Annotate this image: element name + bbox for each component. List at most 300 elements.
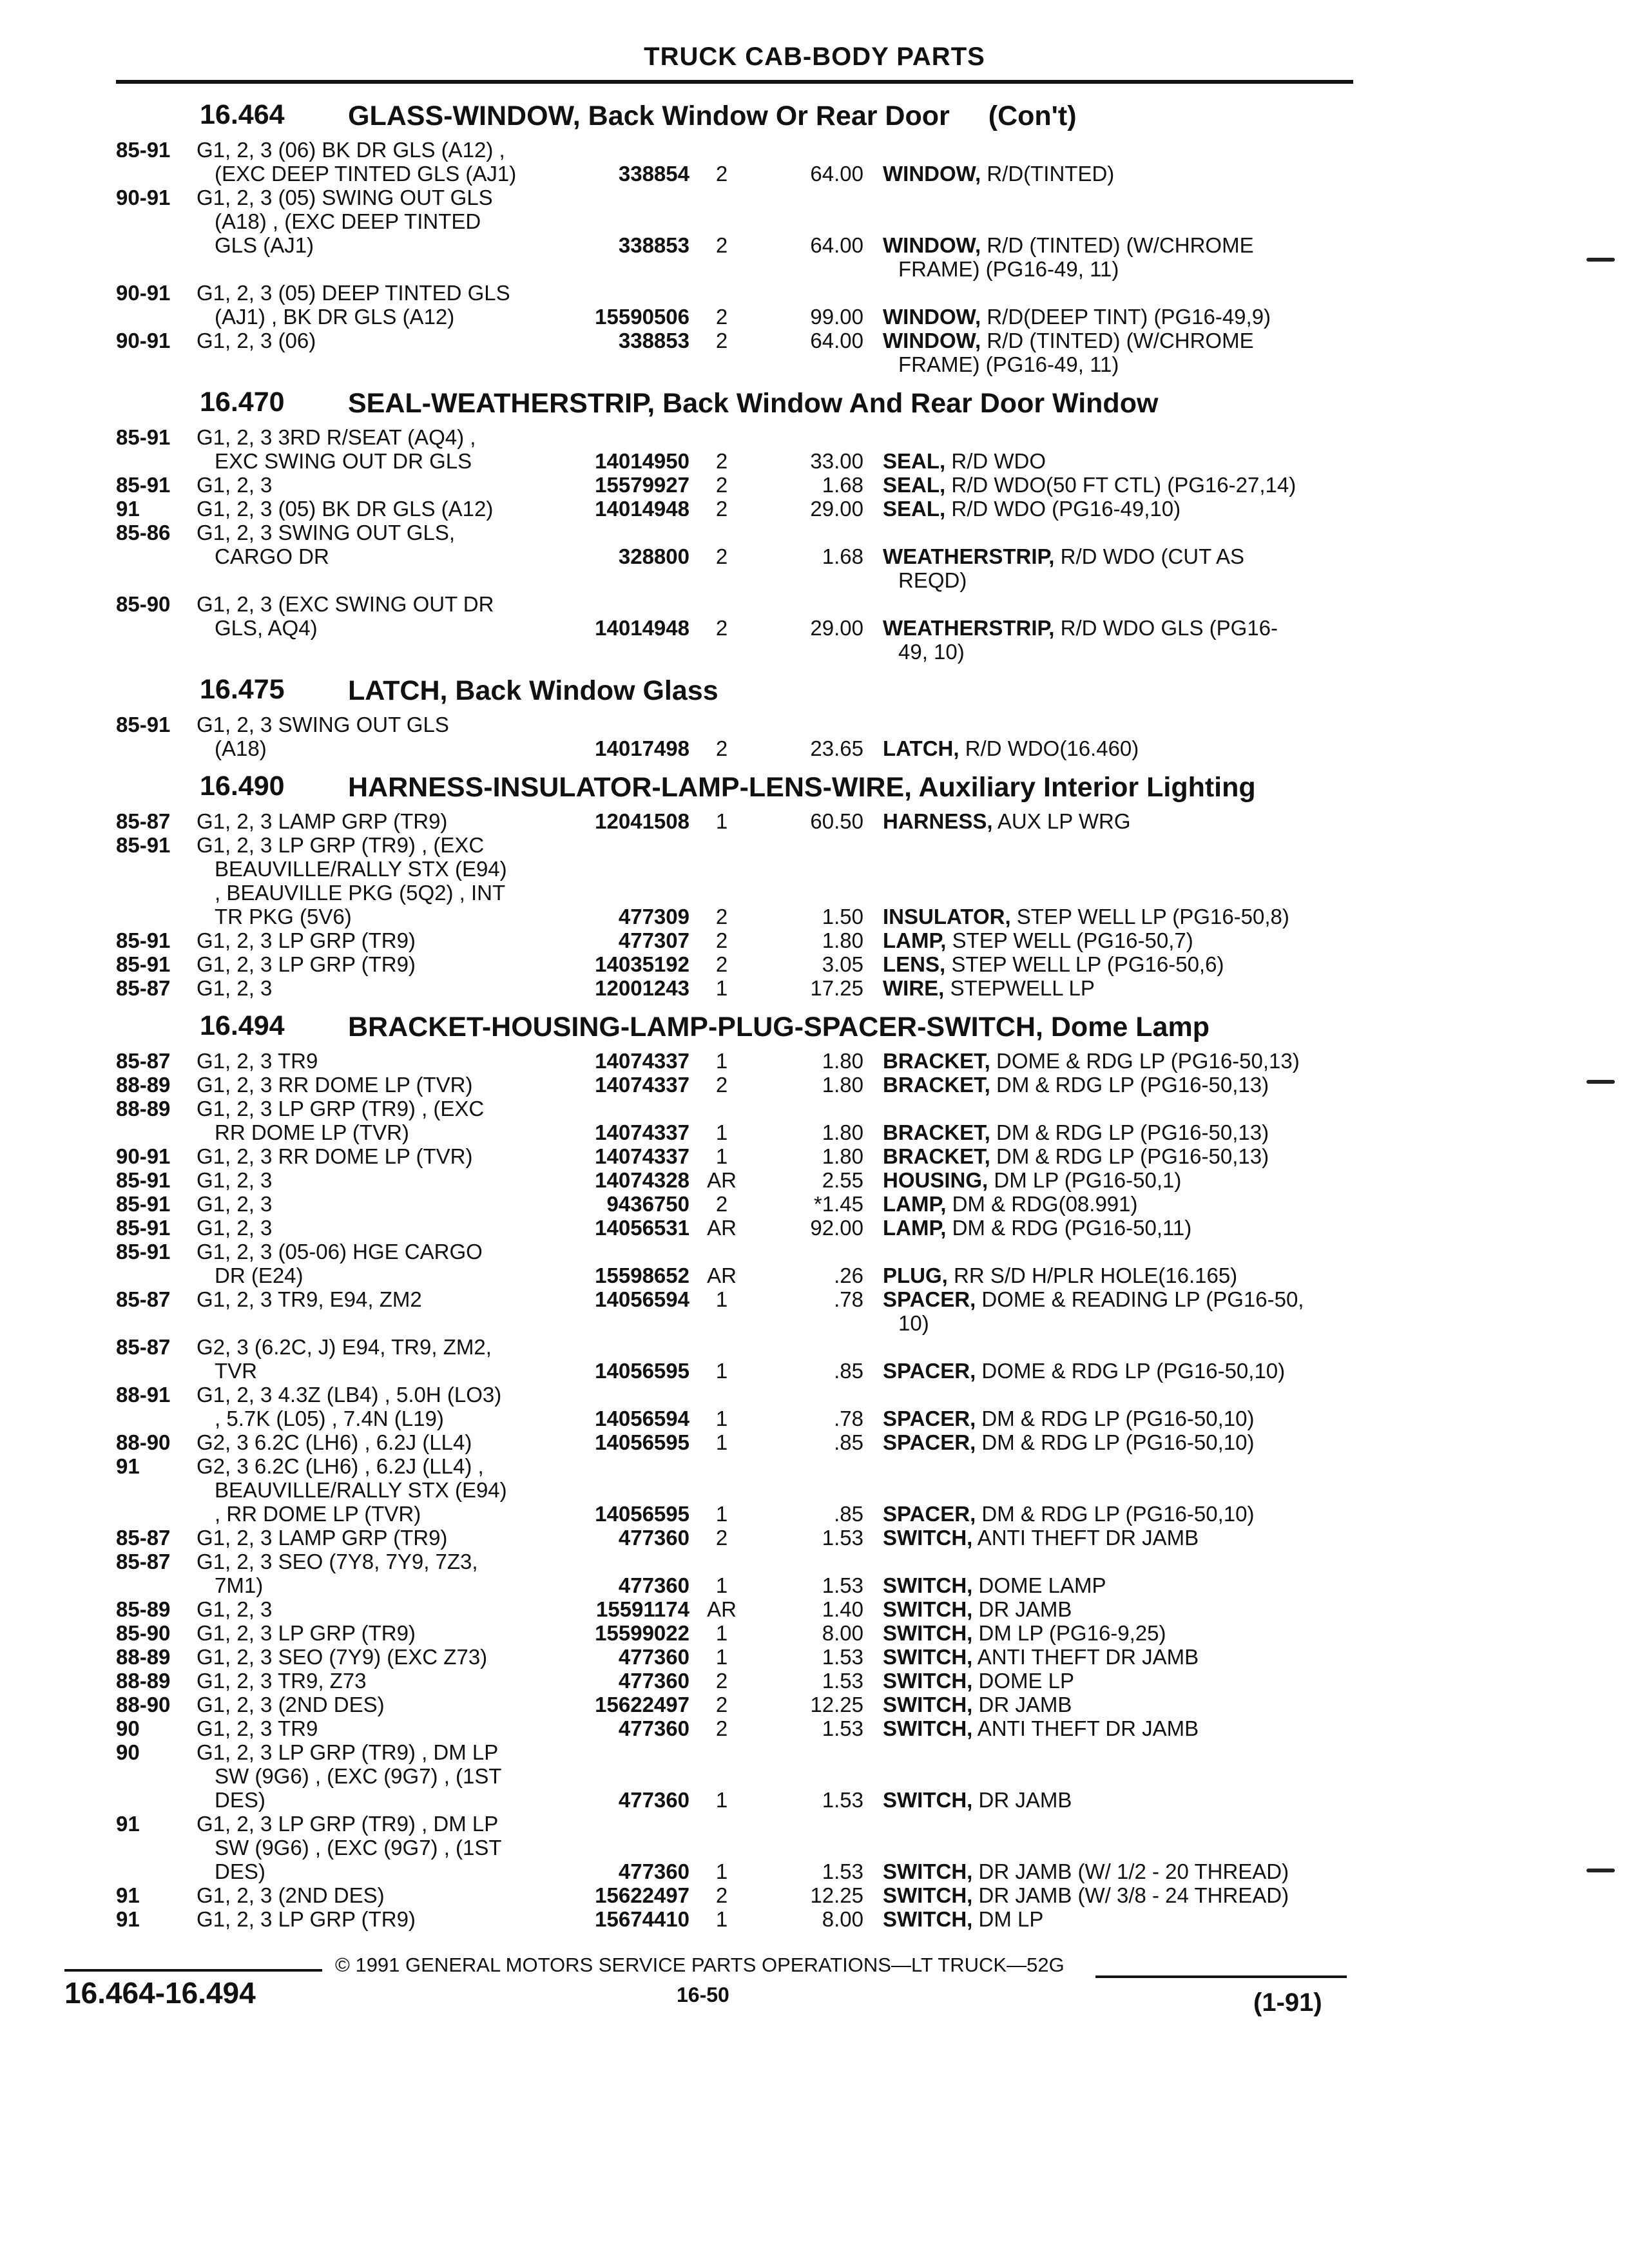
- model-years: 90: [116, 1716, 140, 1740]
- application-line: G1, 2, 3 TR9: [197, 1716, 318, 1740]
- application-line: , BEAUVILLE PKG (5Q2) , INT: [215, 881, 506, 905]
- part-entry: [110, 1335, 1366, 1383]
- footer-section-range: 16.464-16.494: [64, 1976, 256, 2010]
- part-description: DOME & READING LP (PG16-50,: [981, 1287, 1304, 1311]
- section-title-text: SEAL-WEATHERSTRIP, Back Window And Rear Door Window: [348, 388, 1159, 419]
- price: 1.80: [822, 1120, 863, 1144]
- application-line: GLS (AJ1): [215, 233, 314, 257]
- application-line: G1, 2, 3 RR DOME LP (TVR): [197, 1073, 473, 1097]
- quantity: 1: [715, 1407, 728, 1430]
- part-noun: SWITCH,: [883, 1526, 973, 1550]
- part-number: 477309: [618, 905, 689, 928]
- part-name: [883, 809, 1411, 833]
- part-name: [883, 1788, 1411, 1812]
- price: 1.68: [822, 473, 863, 497]
- quantity: 1: [715, 1144, 728, 1168]
- part-number: 14056595: [595, 1502, 689, 1526]
- part-name: [883, 1693, 1411, 1716]
- model-years: 91: [116, 497, 140, 521]
- section-number: 16.464: [200, 99, 285, 130]
- model-years: 85-87: [116, 1287, 171, 1311]
- part-description: DM LP (PG16-50,1): [994, 1168, 1182, 1192]
- application-line: (AJ1) , BK DR GLS (A12): [215, 305, 455, 329]
- part-noun: LATCH,: [883, 736, 959, 760]
- price: 1.80: [822, 928, 863, 952]
- model-years: 88-91: [116, 1383, 171, 1407]
- part-description: DOME & RDG LP (PG16-50,13): [996, 1049, 1300, 1073]
- part-name: [883, 544, 1411, 592]
- application-line: SW (9G6) , (EXC (9G7) , (1ST: [215, 1764, 502, 1788]
- application-line: (A18) , (EXC DEEP TINTED: [215, 209, 481, 233]
- part-number: 15591174: [595, 1597, 689, 1621]
- price: 1.53: [822, 1573, 863, 1597]
- part-entry: [110, 473, 1366, 497]
- part-name: [883, 305, 1411, 329]
- part-name: [883, 449, 1411, 473]
- part-name: [883, 1049, 1411, 1073]
- application-line: , 5.7K (L05) , 7.4N (L19): [215, 1407, 444, 1430]
- application-line: BEAUVILLE/RALLY STX (E94): [215, 1478, 507, 1502]
- part-number: 14056594: [595, 1407, 689, 1430]
- part-entry: [110, 1216, 1366, 1240]
- part-description: DM & RDG LP (PG16-50,13): [996, 1144, 1269, 1168]
- part-noun: INSULATOR,: [883, 905, 1011, 928]
- part-name: [883, 162, 1411, 186]
- quantity: 2: [715, 905, 728, 928]
- part-noun: BRACKET,: [883, 1120, 990, 1144]
- application-line: G1, 2, 3: [197, 1216, 273, 1240]
- part-description: R/D WDO (CUT AS: [1060, 544, 1245, 568]
- part-number: 14056595: [595, 1359, 689, 1383]
- part-name: [883, 1716, 1411, 1740]
- part-number: 338854: [618, 162, 689, 186]
- part-number: 477360: [618, 1573, 689, 1597]
- application-line: G1, 2, 3 (2ND DES): [197, 1883, 385, 1907]
- part-noun: BRACKET,: [883, 1144, 990, 1168]
- part-entry: [110, 1073, 1366, 1097]
- part-entry: [110, 1645, 1366, 1669]
- price: .85: [834, 1502, 863, 1526]
- part-name: [883, 1883, 1411, 1907]
- price: 60.50: [810, 809, 863, 833]
- price: 1.80: [822, 1144, 863, 1168]
- price: 12.25: [810, 1693, 863, 1716]
- part-noun: SPACER,: [883, 1287, 976, 1311]
- quantity: 2: [715, 1693, 728, 1716]
- part-entry: [110, 1144, 1366, 1168]
- section-number: 16.490: [200, 771, 285, 802]
- part-entry: [110, 976, 1366, 1000]
- part-description: RR S/D H/PLR HOLE(16.165): [954, 1264, 1238, 1287]
- footer-copyright: © 1991 GENERAL MOTORS SERVICE PARTS OPERATIONS—LT TRUCK—52G: [335, 1954, 1065, 1976]
- part-description: STEP WELL LP (PG16-50,8): [1016, 905, 1289, 928]
- part-noun: SWITCH,: [883, 1860, 973, 1883]
- section-title: [348, 388, 1158, 419]
- price: 1.40: [822, 1597, 863, 1621]
- part-number: 14074337: [595, 1049, 689, 1073]
- application-line: G2, 3 6.2C (LH6) , 6.2J (LL4): [197, 1430, 472, 1454]
- application-line: (EXC DEEP TINTED GLS (AJ1): [215, 162, 517, 186]
- application-line: G1, 2, 3 TR9: [197, 1049, 318, 1073]
- model-years: 85-91: [116, 833, 171, 857]
- application-line: G1, 2, 3 LP GRP (TR9): [197, 1621, 416, 1645]
- quantity: 2: [715, 329, 728, 352]
- model-years: 91: [116, 1812, 140, 1836]
- part-description: 10): [898, 1311, 929, 1335]
- model-years: 85-91: [116, 1192, 171, 1216]
- part-number: 15622497: [595, 1693, 689, 1716]
- quantity: 2: [715, 449, 728, 473]
- part-noun: WEATHERSTRIP,: [883, 544, 1055, 568]
- application-line: RR DOME LP (TVR): [215, 1120, 409, 1144]
- part-name: [883, 1144, 1411, 1168]
- part-noun: LENS,: [883, 952, 946, 976]
- part-entry: [110, 521, 1366, 592]
- application-line: G1, 2, 3 (2ND DES): [197, 1693, 385, 1716]
- model-years: 85-91: [116, 952, 171, 976]
- part-number: 14035192: [595, 952, 689, 976]
- part-description: FRAME) (PG16-49, 11): [898, 257, 1119, 281]
- part-name: [883, 1216, 1411, 1240]
- price: 92.00: [810, 1216, 863, 1240]
- part-description: STEPWELL LP: [950, 976, 1095, 1000]
- part-entry: [110, 329, 1366, 376]
- part-description: STEP WELL LP (PG16-50,6): [951, 952, 1224, 976]
- part-number: 14017498: [595, 736, 689, 760]
- part-name: [883, 1073, 1411, 1097]
- price: 29.00: [810, 616, 863, 640]
- part-entry: [110, 928, 1366, 952]
- quantity: 2: [715, 928, 728, 952]
- price: .26: [834, 1264, 863, 1287]
- section-title-text: BRACKET-HOUSING-LAMP-PLUG-SPACER-SWITCH, Dome Lamp: [348, 1012, 1210, 1043]
- quantity: 2: [715, 1073, 728, 1097]
- section-title-text: LATCH, Back Window Glass: [348, 675, 718, 706]
- part-description: DM & RDG LP (PG16-50,13): [996, 1073, 1269, 1097]
- part-description: FRAME) (PG16-49, 11): [898, 352, 1119, 376]
- model-years: 85-91: [116, 1216, 171, 1240]
- footer-rule: [1095, 1975, 1347, 1978]
- part-number: 15622497: [595, 1883, 689, 1907]
- part-name: [883, 1192, 1411, 1216]
- model-years: 85-89: [116, 1597, 171, 1621]
- part-noun: SWITCH,: [883, 1597, 973, 1621]
- model-years: 85-90: [116, 592, 171, 616]
- application-line: G1, 2, 3: [197, 976, 273, 1000]
- price: 1.53: [822, 1526, 863, 1550]
- section-number: 16.494: [200, 1010, 285, 1041]
- section-title-text: GLASS-WINDOW, Back Window Or Rear Door: [348, 101, 950, 131]
- quantity: 2: [715, 616, 728, 640]
- part-number: 328800: [618, 544, 689, 568]
- part-description: DM & RDG LP (PG16-50,10): [981, 1407, 1255, 1430]
- model-years: 85-91: [116, 138, 171, 162]
- application-line: SW (9G6) , (EXC (9G7) , (1ST: [215, 1836, 502, 1860]
- quantity: 1: [715, 1120, 728, 1144]
- part-name: [883, 1120, 1411, 1144]
- section-number: 16.470: [200, 387, 285, 418]
- part-noun: PLUG,: [883, 1264, 948, 1287]
- quantity: 1: [715, 1502, 728, 1526]
- model-years: 85-91: [116, 928, 171, 952]
- part-noun: SPACER,: [883, 1502, 976, 1526]
- model-years: 85-91: [116, 1168, 171, 1192]
- part-entry: [110, 1526, 1366, 1550]
- quantity: 2: [715, 544, 728, 568]
- part-number: 14014948: [595, 616, 689, 640]
- part-number: 14056595: [595, 1430, 689, 1454]
- application-line: G2, 3 (6.2C, J) E94, TR9, ZM2,: [197, 1335, 492, 1359]
- part-entry: [110, 1597, 1366, 1621]
- application-line: G1, 2, 3 LP GRP (TR9) , (EXC: [197, 1097, 485, 1120]
- quantity: 1: [715, 1788, 728, 1812]
- price: *1.45: [813, 1192, 863, 1216]
- price: 33.00: [810, 449, 863, 473]
- application-line: G1, 2, 3 TR9, Z73: [197, 1669, 367, 1693]
- part-name: [883, 1407, 1411, 1430]
- quantity: 2: [715, 736, 728, 760]
- part-number: 14074337: [595, 1120, 689, 1144]
- section-heading: [110, 376, 1366, 425]
- part-entry: [110, 1287, 1366, 1335]
- price: 12.25: [810, 1883, 863, 1907]
- application-line: GLS, AQ4): [215, 616, 318, 640]
- part-noun: BRACKET,: [883, 1073, 990, 1097]
- part-name: [883, 736, 1411, 760]
- part-description: 49, 10): [898, 640, 965, 664]
- section-title: [348, 1012, 1210, 1043]
- model-years: 85-87: [116, 1335, 171, 1359]
- price: 8.00: [822, 1621, 863, 1645]
- footer-date: (1-91): [1253, 1988, 1322, 2017]
- margin-mark: [1586, 1869, 1615, 1872]
- application-line: G1, 2, 3 LAMP GRP (TR9): [197, 809, 448, 833]
- part-entry: [110, 1383, 1366, 1430]
- part-entry: [110, 1883, 1366, 1907]
- part-description: DOME LP: [978, 1669, 1075, 1693]
- part-entry: [110, 1716, 1366, 1740]
- section-title: [348, 772, 1256, 803]
- price: 99.00: [810, 305, 863, 329]
- quantity: 1: [715, 809, 728, 833]
- quantity: AR: [707, 1216, 737, 1240]
- part-noun: SPACER,: [883, 1430, 976, 1454]
- part-number: 9436750: [606, 1192, 689, 1216]
- model-years: 85-86: [116, 521, 171, 544]
- price: 64.00: [810, 233, 863, 257]
- part-name: [883, 905, 1411, 928]
- part-name: [883, 616, 1411, 664]
- price: 1.53: [822, 1860, 863, 1883]
- quantity: AR: [707, 1264, 737, 1287]
- part-noun: LAMP,: [883, 928, 947, 952]
- part-name: [883, 1168, 1411, 1192]
- part-entry: [110, 138, 1366, 186]
- price: .78: [834, 1287, 863, 1311]
- part-entry: [110, 833, 1366, 928]
- application-line: G1, 2, 3 LP GRP (TR9): [197, 952, 416, 976]
- price: 23.65: [810, 736, 863, 760]
- part-entry: [110, 952, 1366, 976]
- part-name: [883, 1669, 1411, 1693]
- part-number: 477360: [618, 1526, 689, 1550]
- part-description: AUX LP WRG: [997, 809, 1131, 833]
- part-description: STEP WELL (PG16-50,7): [952, 928, 1193, 952]
- part-entry: [110, 425, 1366, 473]
- part-entry: [110, 592, 1366, 664]
- price: 3.05: [822, 952, 863, 976]
- footer-page-number: 16-50: [677, 1983, 729, 2006]
- application-line: G1, 2, 3 3RD R/SEAT (AQ4) ,: [197, 425, 476, 449]
- part-number: 14074337: [595, 1144, 689, 1168]
- application-line: G1, 2, 3 SWING OUT GLS,: [197, 521, 455, 544]
- part-description: DOME & RDG LP (PG16-50,10): [981, 1359, 1286, 1383]
- application-line: EXC SWING OUT DR GLS: [215, 449, 472, 473]
- part-description: ANTI THEFT DR JAMB: [977, 1716, 1199, 1740]
- part-name: [883, 1502, 1411, 1526]
- part-number: 477360: [618, 1860, 689, 1883]
- section-title-text: HARNESS-INSULATOR-LAMP-LENS-WIRE, Auxiliary Interior Lighting: [348, 772, 1256, 803]
- part-description: R/D WDO GLS (PG16-: [1060, 616, 1278, 640]
- price: .78: [834, 1407, 863, 1430]
- part-description: DR JAMB: [978, 1693, 1072, 1716]
- model-years: 88-89: [116, 1073, 171, 1097]
- application-line: G1, 2, 3 (06): [197, 329, 316, 352]
- part-name: [883, 1573, 1411, 1597]
- application-line: TVR: [215, 1359, 257, 1383]
- part-noun: WINDOW,: [883, 233, 981, 257]
- model-years: 85-91: [116, 713, 171, 736]
- part-noun: SWITCH,: [883, 1883, 973, 1907]
- part-description: R/D WDO: [951, 449, 1046, 473]
- part-entry: [110, 1049, 1366, 1073]
- part-entry: [110, 186, 1366, 281]
- application-line: G1, 2, 3: [197, 1192, 273, 1216]
- quantity: 1: [715, 1573, 728, 1597]
- part-number: 14074328: [595, 1168, 689, 1192]
- part-noun: SWITCH,: [883, 1693, 973, 1716]
- part-noun: HOUSING,: [883, 1168, 988, 1192]
- part-noun: WINDOW,: [883, 162, 981, 186]
- part-noun: SWITCH,: [883, 1645, 973, 1669]
- part-noun: SWITCH,: [883, 1907, 973, 1931]
- application-line: G1, 2, 3: [197, 1597, 273, 1621]
- part-description: R/D(DEEP TINT) (PG16-49,9): [987, 305, 1271, 329]
- part-number: 477360: [618, 1716, 689, 1740]
- part-number: 12001243: [595, 976, 689, 1000]
- part-number: 12041508: [595, 809, 689, 833]
- part-entry: [110, 1240, 1366, 1287]
- part-description: DM LP: [978, 1907, 1044, 1931]
- price: 2.55: [822, 1168, 863, 1192]
- part-name: [883, 329, 1411, 376]
- model-years: 85-91: [116, 425, 171, 449]
- price: 17.25: [810, 976, 863, 1000]
- part-description: DM & RDG(08.991): [952, 1192, 1138, 1216]
- part-number: 15674410: [595, 1907, 689, 1931]
- price: 8.00: [822, 1907, 863, 1931]
- model-years: 85-87: [116, 1049, 171, 1073]
- part-number: 14074337: [595, 1073, 689, 1097]
- part-noun: WEATHERSTRIP,: [883, 616, 1055, 640]
- part-description: DM LP (PG16-9,25): [978, 1621, 1166, 1645]
- application-line: G1, 2, 3 LP GRP (TR9) , (EXC: [197, 833, 485, 857]
- margin-mark: [1586, 1080, 1615, 1084]
- application-line: G1, 2, 3 SEO (7Y8, 7Y9, 7Z3,: [197, 1550, 478, 1573]
- part-number: 477307: [618, 928, 689, 952]
- section-heading: [110, 664, 1366, 713]
- price: 1.53: [822, 1669, 863, 1693]
- model-years: 85-91: [116, 1240, 171, 1264]
- model-years: 90-91: [116, 281, 171, 305]
- quantity: 2: [715, 473, 728, 497]
- quantity: 1: [715, 976, 728, 1000]
- parts-list: [110, 89, 1366, 1931]
- part-entry: [110, 1430, 1366, 1454]
- model-years: 85-87: [116, 1526, 171, 1550]
- model-years: 85-87: [116, 976, 171, 1000]
- price: 1.53: [822, 1788, 863, 1812]
- part-noun: LAMP,: [883, 1192, 947, 1216]
- application-line: G1, 2, 3 (EXC SWING OUT DR: [197, 592, 494, 616]
- margin-mark: [1586, 258, 1615, 262]
- section-heading: [110, 89, 1366, 138]
- part-number: 14014948: [595, 497, 689, 521]
- part-name: [883, 1645, 1411, 1669]
- application-line: 7M1): [215, 1573, 264, 1597]
- application-line: G1, 2, 3 (06) BK DR GLS (A12) ,: [197, 138, 505, 162]
- part-name: [883, 233, 1411, 281]
- part-number: 15590506: [595, 305, 689, 329]
- section-title: [348, 675, 718, 707]
- price: 29.00: [810, 497, 863, 521]
- section-heading: [110, 1000, 1366, 1049]
- price: 1.80: [822, 1049, 863, 1073]
- part-description: DM & RDG LP (PG16-50,10): [981, 1502, 1255, 1526]
- part-noun: SWITCH,: [883, 1573, 973, 1597]
- model-years: 91: [116, 1907, 140, 1931]
- quantity: AR: [707, 1597, 737, 1621]
- model-years: 91: [116, 1883, 140, 1907]
- part-entry: [110, 281, 1366, 329]
- part-entry: [110, 1907, 1366, 1931]
- application-line: G1, 2, 3 LAMP GRP (TR9): [197, 1526, 448, 1550]
- part-name: [883, 952, 1411, 976]
- model-years: 88-90: [116, 1430, 171, 1454]
- application-line: G1, 2, 3 RR DOME LP (TVR): [197, 1144, 473, 1168]
- part-number: 15598652: [595, 1264, 689, 1287]
- part-noun: BRACKET,: [883, 1049, 990, 1073]
- application-line: G1, 2, 3 LP GRP (TR9): [197, 1907, 416, 1931]
- model-years: 90: [116, 1740, 140, 1764]
- part-description: DR JAMB: [978, 1788, 1072, 1812]
- application-line: G2, 3 6.2C (LH6) , 6.2J (LL4) ,: [197, 1454, 484, 1478]
- part-noun: SPACER,: [883, 1359, 976, 1383]
- price: .85: [834, 1359, 863, 1383]
- model-years: 88-90: [116, 1693, 171, 1716]
- part-noun: LAMP,: [883, 1216, 947, 1240]
- application-line: (A18): [215, 736, 267, 760]
- application-line: DES): [215, 1860, 265, 1883]
- part-noun: WINDOW,: [883, 305, 981, 329]
- quantity: 2: [715, 1716, 728, 1740]
- price: 1.68: [822, 544, 863, 568]
- application-line: BEAUVILLE/RALLY STX (E94): [215, 857, 507, 881]
- model-years: 91: [116, 1454, 140, 1478]
- part-entry: [110, 1621, 1366, 1645]
- part-name: [883, 473, 1411, 497]
- part-entry: [110, 1454, 1366, 1526]
